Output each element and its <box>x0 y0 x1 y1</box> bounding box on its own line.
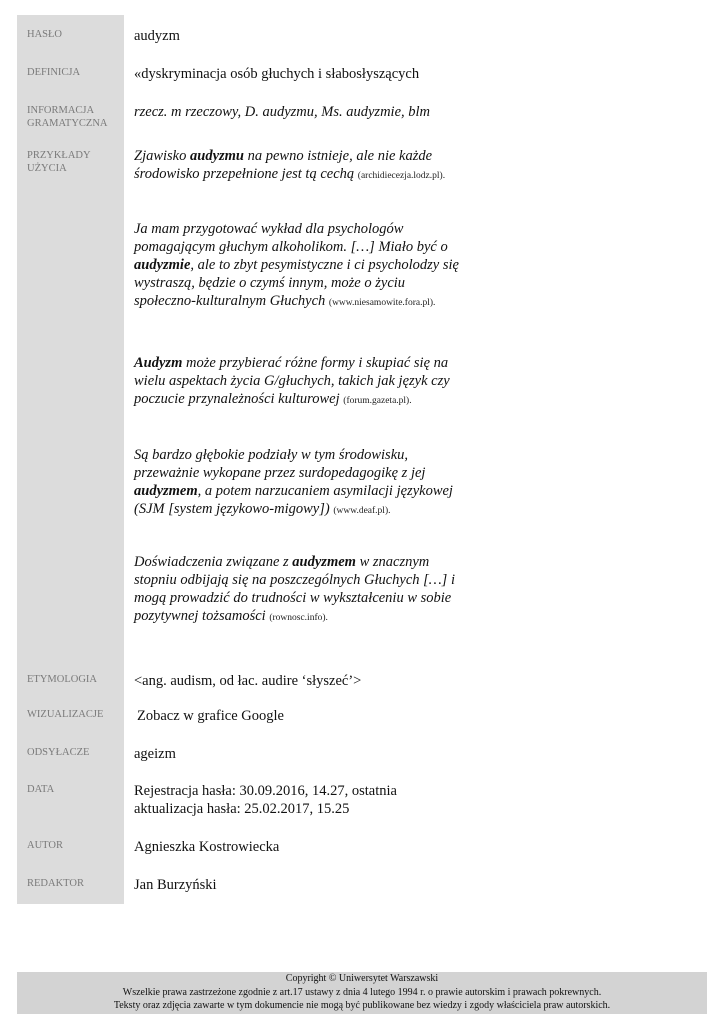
label-examples: PRZYKŁADY UŻYCIA <box>27 150 91 174</box>
example-text: , ale to zbyt pesymistyczne i ci psycholodzy się wystraszą, będzie o czymś innym, może o życiu społeczno-kulturalnym Głuchych <box>134 257 459 309</box>
example-source: (rownosc.info). <box>269 613 328 623</box>
example-text: Zjawisko <box>134 148 190 164</box>
example-text: , a potem narzucaniem asymilacji językowej (SJM [system językowo-migowy]) <box>134 483 453 517</box>
example-headword: audyzmu <box>190 148 244 164</box>
dictionary-entry <box>17 15 707 904</box>
label-crossref: ODSYŁACZE <box>27 747 90 758</box>
label-headword: HASŁO <box>27 29 63 40</box>
example-text: na pewno istnieje, ale nie każde środowisko przepełnione jest tą cechą <box>134 148 433 182</box>
example-headword: audyzmie <box>134 257 191 273</box>
author: Agnieszka Kostrowiecka <box>134 839 280 855</box>
example-headword: Audyzm <box>134 355 183 371</box>
copyright-line: Copyright © Uniwersytet Warszawski <box>285 973 439 984</box>
example-3 <box>134 354 464 410</box>
label-date: DATA <box>27 784 55 795</box>
label-definition: DEFINICJA <box>27 67 81 78</box>
editor: Jan Burzyński <box>134 877 217 893</box>
example-text: Są bardzo głębokie podziały w tym środowisku, przeważnie wykopane przez surdopedagogikę z jej <box>134 447 426 481</box>
example-source: (archidiecezja.lodz.pl). <box>357 171 446 181</box>
etymology: <ang. audism, od łac. audire ‘słyszeć’> <box>134 673 362 689</box>
copyright-footer <box>17 972 707 1014</box>
definition: «dyskryminacja osób głuchych i słabosłyszących <box>134 66 420 82</box>
example-4 <box>134 446 464 520</box>
grammar-info: rzecz. m rzeczowy, D. audyzmu, Ms. audyzmie, blm <box>134 104 431 120</box>
example-text: może przybierać różne formy i skupiać się na wielu aspektach życia G/głuchych, takich jak język czy poczucie przynależności kulturowej <box>134 355 450 407</box>
example-text: w znacznym stopniu odbijają się na poszczególnych Głuchych […] i mogą prowadzić do trudności w wykształceniu w sobie pozytywnej tożsamości <box>134 554 455 624</box>
date-info: Rejestracja hasła: 30.09.2016, 14.27, ostatnia aktualizacja hasła: 25.02.2017, 15.25 <box>134 783 397 817</box>
label-grammar: INFORMACJA GRAMATYCZNA <box>27 105 108 129</box>
example-2 <box>134 220 464 312</box>
google-images-link[interactable]: Zobacz w grafice Google <box>137 708 284 724</box>
label-author: AUTOR <box>27 840 63 851</box>
label-visualization: WIZUALIZACJE <box>27 709 104 720</box>
label-editor: REDAKTOR <box>27 878 84 889</box>
headword: audyzm <box>134 28 180 44</box>
example-text: Doświadczenia związane z <box>134 554 293 570</box>
example-headword: audyzmem <box>292 554 356 570</box>
example-source: (www.niesamowite.fora.pl). <box>328 298 436 308</box>
example-headword: audyzmem <box>134 483 198 499</box>
label-etymology: ETYMOLOGIA <box>27 674 97 685</box>
example-source: (www.deaf.pl). <box>333 506 391 516</box>
example-source: (forum.gazeta.pl). <box>343 396 412 406</box>
publication-notice: Teksty oraz zdjęcia zawarte w tym dokumencie nie mogą być publikowane bez wiedzy i zgody właściciela praw autorskich. <box>113 1000 611 1011</box>
crossref-link[interactable]: ageizm <box>134 746 176 762</box>
rights-line: Wszelkie prawa zastrzeżone zgodnie z art.17 ustawy z dnia 4 lutego 1994 r. o prawie autorskim i prawach pokrewnych. <box>122 986 602 998</box>
example-1 <box>134 147 464 185</box>
example-text: Ja mam przygotować wykład dla psychologów pomagającym głuchym alkoholikom. […] Miało być o <box>134 221 448 255</box>
example-5 <box>134 553 464 627</box>
